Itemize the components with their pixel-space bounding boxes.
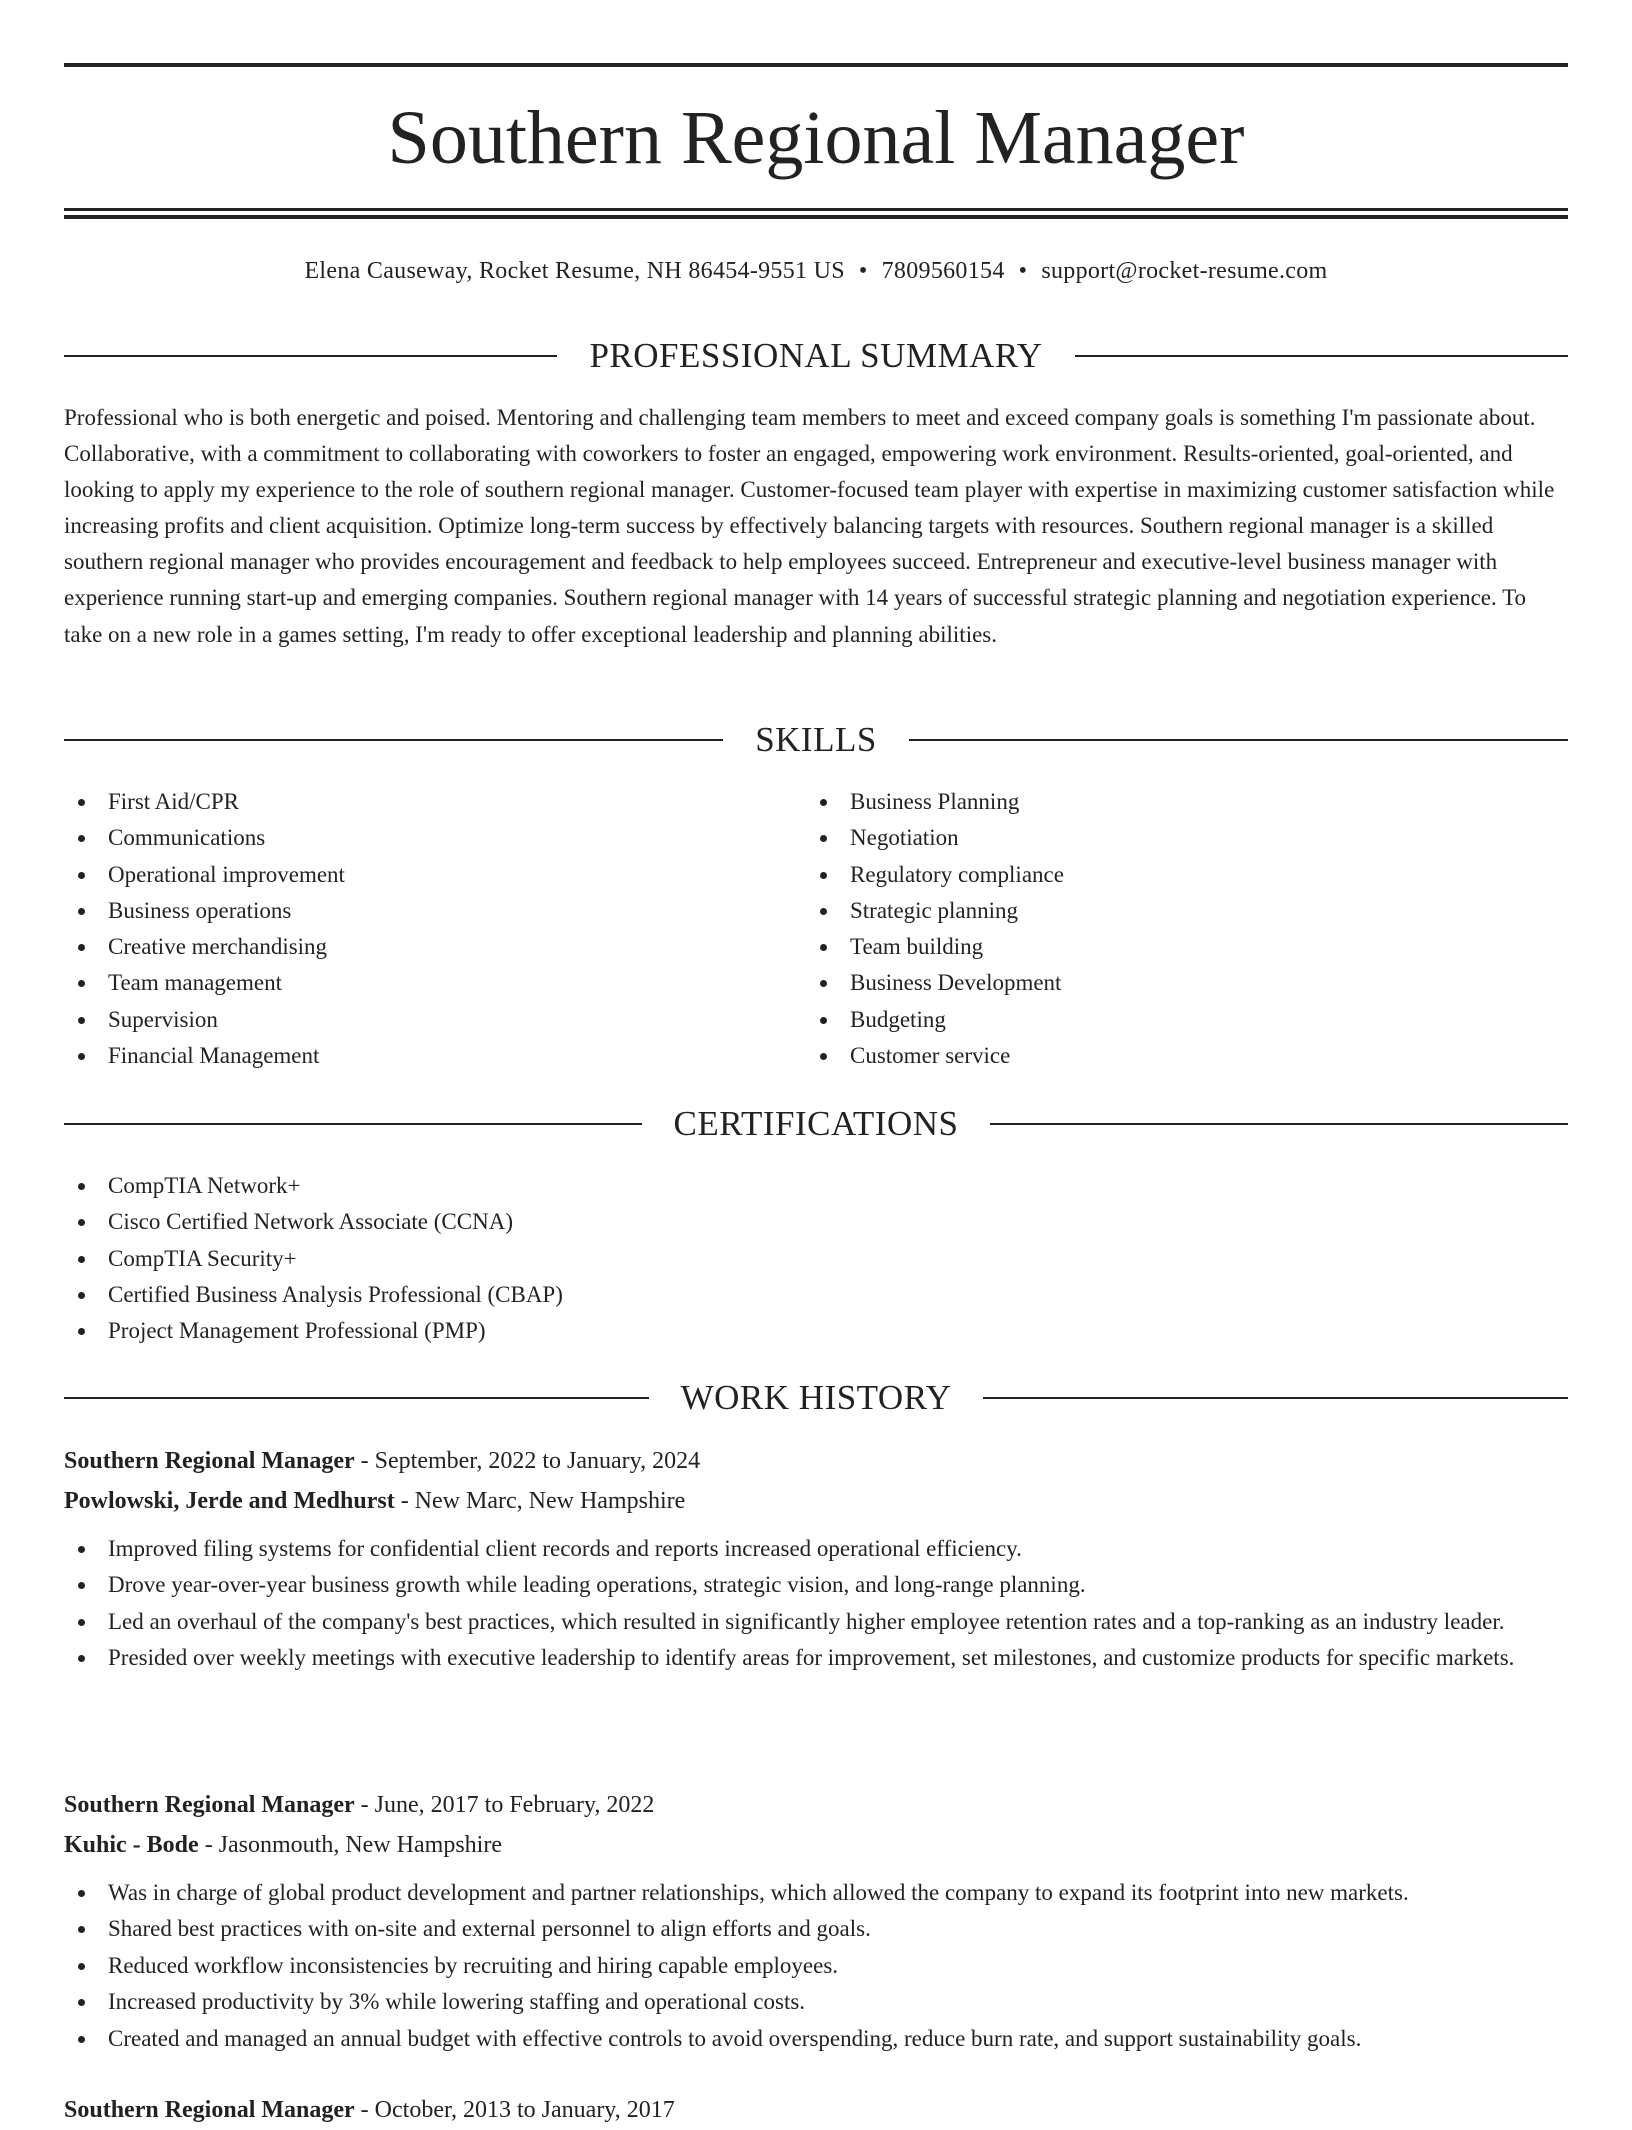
section-heading-certifications xyxy=(64,1102,1568,1146)
contact-separator: • xyxy=(1018,258,1028,284)
job-bullet: Increased productivity by 3% while lowering staffing and operational costs. xyxy=(64,1984,1568,2020)
skill-item: Business operations xyxy=(64,893,804,929)
summary-text: Professional who is both energetic and poised. Mentoring and challenging team members to meet and exceed company goals is something I'm passionate about. Collaborative, with a commitment to collaborating with coworkers to foster an engaged, empowering work environment. Results-oriented, goal-oriented, and looking to apply my experience to the role of southern regional manager. Customer-focused team player with expertise in maximizing customer satisfaction while increasing profits and client acquisition. Optimize long-term success by effectively balancing targets with resources. Southern regional manager is a skilled southern regional manager who provides encouragement and feedback to help employees succeed. Entrepreneur and executive-level business manager with experience running start-up and emerging companies. Southern regional manager with 14 years of successful strategic planning and negotiation experience. To take on a new role in a games setting, I'm ready to offer exceptional leadership and planning abilities. xyxy=(64,405,1555,647)
heading-rule xyxy=(64,1397,649,1399)
certification-item: Project Management Professional (PMP) xyxy=(64,1313,1568,1349)
section-heading-skills xyxy=(64,718,1568,762)
resume-title: Southern Regional Manager xyxy=(387,96,1245,180)
job-bullet: Drove year-over-year business growth while leading operations, strategic vision, and long-range planning. xyxy=(64,1567,1568,1603)
contact-separator: • xyxy=(858,258,868,284)
job-title: Southern Regional Manager xyxy=(64,1448,355,1474)
skill-item: Negotiation xyxy=(806,820,1546,856)
job-bullet: Led an overhaul of the company's best practices, which resulted in significantly higher employee retention rates and a top-ranking as an industry leader. xyxy=(64,1604,1568,1640)
contact-address: Elena Causeway, Rocket Resume, NH 86454-9551 US xyxy=(304,258,845,284)
skill-item: Team management xyxy=(64,965,804,1001)
skills-list-left xyxy=(64,784,804,1074)
section-heading-work-history xyxy=(64,1376,1568,1420)
job-company: Kuhic - Bode xyxy=(64,1832,199,1858)
job-dates: - October, 2013 to January, 2017 xyxy=(354,2097,675,2123)
job-title-line xyxy=(64,1441,1568,1481)
heading-rule xyxy=(64,355,557,357)
skill-item: Operational improvement xyxy=(64,857,804,893)
heading-label: WORK HISTORY xyxy=(680,1378,952,1417)
skill-item: Regulatory compliance xyxy=(806,857,1546,893)
skill-item: First Aid/CPR xyxy=(64,784,804,820)
skill-item: Team building xyxy=(806,929,1546,965)
title-double-rule-upper xyxy=(64,208,1568,211)
job-bullet: Reduced workflow inconsistencies by recruiting and hiring capable employees. xyxy=(64,1948,1568,1984)
section-heading-summary xyxy=(64,334,1568,378)
job-bullet: Improved filing systems for confidential client records and reports increased operational efficiency. xyxy=(64,1531,1568,1567)
skill-item: Business Planning xyxy=(806,784,1546,820)
job-title: Southern Regional Manager xyxy=(64,2097,355,2123)
job-bullet: Shared best practices with on-site and external personnel to align efforts and goals. xyxy=(64,1911,1568,1947)
job-bullet: Presided over weekly meetings with executive leadership to identify areas for improvement, set milestones, and customize products for specific markets. xyxy=(64,1640,1568,1676)
top-rule xyxy=(64,63,1568,67)
heading-rule xyxy=(64,1123,642,1125)
skill-item: Communications xyxy=(64,820,804,856)
certification-item: Cisco Certified Network Associate (CCNA) xyxy=(64,1204,1568,1240)
skill-item: Budgeting xyxy=(806,1002,1546,1038)
job-title-line xyxy=(64,1785,1568,1825)
job-company-line xyxy=(64,1481,1568,1521)
title-double-rule-lower xyxy=(64,215,1568,219)
job-title-line xyxy=(64,2090,1568,2130)
certification-item: CompTIA Security+ xyxy=(64,1241,1568,1277)
heading-label: SKILLS xyxy=(755,720,877,759)
contact-email: support@rocket-resume.com xyxy=(1041,258,1328,284)
skill-item: Financial Management xyxy=(64,1038,804,1074)
heading-rule xyxy=(1075,355,1568,357)
job-entry xyxy=(64,1785,1568,2057)
job-entry xyxy=(64,1441,1568,1677)
heading-label: PROFESSIONAL SUMMARY xyxy=(589,336,1043,375)
heading-rule xyxy=(990,1123,1568,1125)
skill-item: Creative merchandising xyxy=(64,929,804,965)
job-title: Southern Regional Manager xyxy=(64,1792,355,1818)
job-entry xyxy=(64,2090,1568,2130)
skill-item: Strategic planning xyxy=(806,893,1546,929)
contact-phone: 7809560154 xyxy=(881,258,1005,284)
job-bullets xyxy=(64,1531,1568,1677)
skill-item: Business Development xyxy=(806,965,1546,1001)
job-location: - Jasonmouth, New Hampshire xyxy=(198,1832,502,1858)
skills-list-right xyxy=(806,784,1546,1074)
job-bullets xyxy=(64,1875,1568,2057)
heading-rule xyxy=(64,739,723,741)
job-bullet: Created and managed an annual budget with effective controls to avoid overspending, reduce burn rate, and support sustainability goals. xyxy=(64,2021,1568,2057)
job-company: Powlowski, Jerde and Medhurst xyxy=(64,1488,395,1514)
heading-rule xyxy=(983,1397,1568,1399)
certification-item: CompTIA Network+ xyxy=(64,1168,1568,1204)
job-company-line xyxy=(64,1825,1568,1865)
job-bullet: Was in charge of global product development and partner relationships, which allowed the company to expand its footprint into new markets. xyxy=(64,1875,1568,1911)
certifications-list xyxy=(64,1168,1568,1349)
skill-item: Customer service xyxy=(806,1038,1546,1074)
contact-line xyxy=(64,254,1568,288)
heading-label: CERTIFICATIONS xyxy=(673,1104,959,1143)
heading-rule xyxy=(909,739,1568,741)
job-dates: - June, 2017 to February, 2022 xyxy=(354,1792,655,1818)
job-dates: - September, 2022 to January, 2024 xyxy=(354,1448,701,1474)
skill-item: Supervision xyxy=(64,1002,804,1038)
certification-item: Certified Business Analysis Professional (CBAP) xyxy=(64,1277,1568,1313)
job-location: - New Marc, New Hampshire xyxy=(394,1488,686,1514)
